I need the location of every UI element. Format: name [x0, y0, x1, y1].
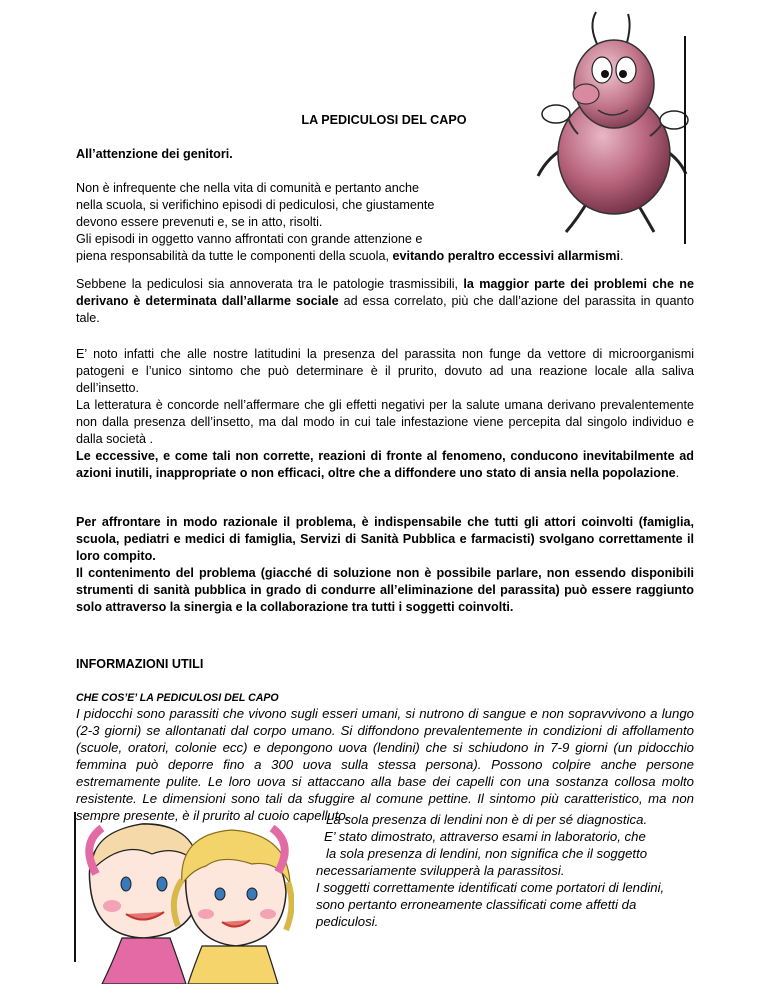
vertical-rule-bottom — [74, 812, 76, 962]
intro-line: devono essere prevenuti e, se in atto, risolti. — [76, 215, 323, 229]
sub-title: CHE COS’E’ LA PEDICULOSI DEL CAPO — [76, 692, 279, 704]
intro-section — [76, 146, 696, 265]
paragraph-3: Per affrontare in modo razionale il problema, è indispensabile che tutti gli attori coinvolti (famiglia, scuola, pediatri e medici di famiglia, Servizi di Sanità Pubblica e farmacisti) svolgano correttamente il loro compito. Il contenimento del problema (giacché di soluzione non è possibile parlare, non essendo disponibili strumenti di sanità pubblica in grado di condurre all’eliminazione del parassita) può essere raggiunto solo attraverso la sinergia e la collaborazione tra tutti i soggetti coinvolti. — [76, 515, 694, 614]
right-col-line: sono pertanto erroneamente classificati come affetti da — [316, 897, 637, 912]
intro-last-line: piena responsabilità da tutte le componenti della scuola, evitando peraltro eccessivi allarmismi. — [76, 249, 624, 263]
right-column-text — [316, 811, 696, 930]
intro-line: Non è infrequente che nella vita di comunità e pertanto anche — [76, 181, 420, 195]
right-col-line: la sola presenza di lendini, non significa che il soggetto — [326, 846, 648, 861]
right-col-line: La sola presenza di lendini non è di per sé diagnostica. — [326, 812, 648, 827]
intro-line: nella scuola, si verifichino episodi di pediculosi, che giustamente — [76, 198, 435, 212]
right-col-line: E’ stato dimostrato, attraverso esami in laboratorio, che — [324, 829, 646, 844]
page-title: LA PEDICULOSI DEL CAPO — [301, 113, 467, 127]
children-cartoon-illustration — [82, 814, 294, 984]
intro-line: Gli episodi in oggetto vanno affrontati con grande attenzione e — [76, 232, 423, 246]
intro-heading: All’attenzione dei genitori. — [76, 147, 233, 161]
info-text: I pidocchi sono parassiti che vivono sugli esseri umani, si nutrono di sangue e non sopravvivono a lungo (2-3 giorni) se allontanati dal corpo umano. Si diffondono prevalentemente in condizioni di affollamento (scuole, oratori, colonie ecc) e depongono uova (lendini) che si schiudono in 7-9 giorni (un pidocchio femmina può deporre fino a 300 uova sulla stessa persona). Possono colpire anche persone estremamente pulite. Le loro uova si attaccano alla base dei capelli con una sostanza collosa molto resistente. Le dimensioni sono tali da sfuggire al comune pettine. Il sintomo più caratteristico, ma non sempre presente, è il prurito al cuoio capelluto. — [76, 706, 694, 823]
right-col-line: pediculosi. — [316, 914, 379, 929]
right-col-line: I soggetti correttamente identificati come portatori di lendini, — [316, 880, 665, 895]
paragraph-1: Sebbene la pediculosi sia annoverata tra le patologie trasmissibili, la maggior parte dei problemi che ne derivano è determinata dall’allarme sociale ad essa correlato, più che dall’azione del parassita in quanto tale. — [76, 277, 695, 325]
paragraph-2: E’ noto infatti che alle nostre latitudini la presenza del parassita non funge da vettore di microorganismi patogeni e l’unico sintomo che può determinare è il prurito, dovuto ad una reazione locale alla saliva dell’insetto. La letteratura è concorde nell’affermare che gli effetti negativi per la salute umana derivano prevalentemente non dalla presenza dell’insetto, ma dal modo in cui tale infestazione viene percepita dal singolo individuo e dalla società . Le eccessive, e come tali non corrette, reazioni di fronte al fenomeno, conducono inevitabilmente ad azioni inutili, inappropriate o non efficaci, oltre che a diffondere uno stato di ansia nella popolazione. — [76, 347, 694, 480]
right-col-line: necessariamente svilupperà la parassitosi. — [316, 863, 565, 878]
section-title: INFORMAZIONI UTILI — [76, 657, 204, 671]
